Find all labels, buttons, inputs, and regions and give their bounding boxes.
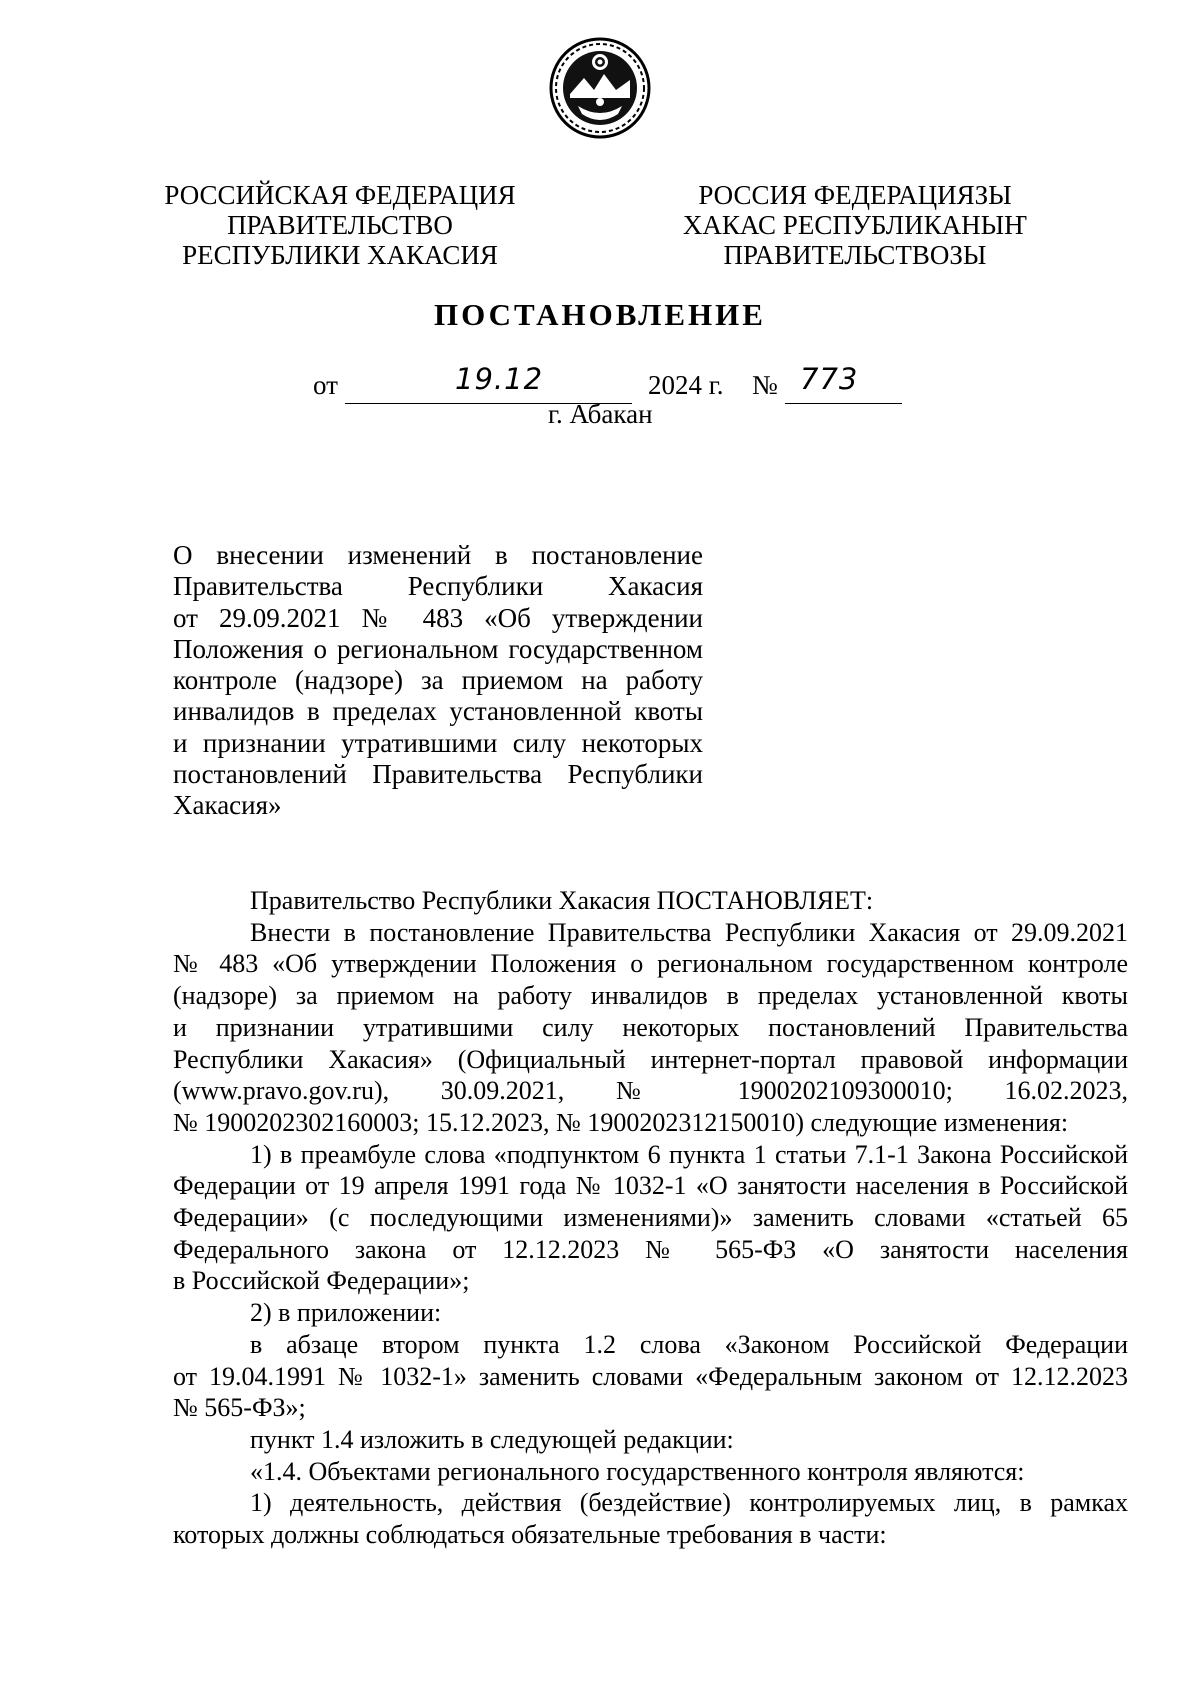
body-line: Федерального закона от 12.12.2023 № 565-ФЗ «О занятости населения	[173, 1234, 1128, 1264]
subject-line: инвалидов в пределах установленной квоты	[173, 696, 703, 727]
body-line: 2) в приложении:	[250, 1298, 442, 1328]
header-line: РОССИЯ ФЕДЕРАЦИЯЗЫ	[698, 180, 1012, 210]
body-line: № 483 «Об утверждении Положения о региональном государственном контроле	[173, 949, 1128, 979]
header-line: РОССИЙСКАЯ ФЕДЕРАЦИЯ	[164, 180, 516, 210]
body-line: Правительство Республики Хакасия ПОСТАНОВЛЯЕТ:	[250, 886, 874, 915]
body-line: Республики Хакасия» (Официальный интернет-портал правовой информации	[173, 1044, 1128, 1074]
body-line: Внести в постановление Правительства Республики Хакасия от 29.09.2021	[250, 917, 1128, 947]
document-subject	[173, 540, 703, 822]
body-line: (надзоре) за приемом на работу инвалидов в пределах установленной квоты	[173, 981, 1128, 1011]
document-type-title: ПОСТАНОВЛЕНИЕ	[434, 297, 766, 332]
handwritten-date: 19.12	[455, 362, 544, 396]
subject-line: от 29.09.2021 № 483 «Об утверждении	[173, 602, 703, 633]
body-line: 1) деятельность, действия (бездействие) контролируемых лиц, в рамках	[250, 1488, 1128, 1518]
document-body	[173, 885, 1128, 1551]
city-name: г. Абакан	[548, 399, 653, 429]
body-line: № 565-ФЗ»;	[173, 1393, 306, 1423]
body-line: и признании утратившими силу некоторых постановлений Правительства	[173, 1012, 1128, 1042]
coat-of-arms-emblem	[548, 36, 652, 140]
header-line: ПРАВИТЕЛЬСТВОЗЫ	[723, 240, 987, 270]
body-line: которых должны соблюдаться обязательные требования в части:	[173, 1520, 887, 1550]
body-line: Федерации от 19 апреля 1991 года № 1032-1 «О занятости населения в Российской	[173, 1171, 1128, 1201]
subject-line: Правительства Республики Хакасия	[173, 571, 703, 602]
body-line: в абзаце втором пункта 1.2 слова «Законом Российской Федерации	[250, 1329, 1128, 1359]
subject-line: Хакасия»	[173, 790, 282, 821]
issuer-header-russian	[160, 180, 520, 270]
header-line: ХАКАС РЕСПУБЛИКАНЫҤ	[682, 210, 1028, 240]
body-line: № 1900202302160003; 15.12.2023, № 1900202312150010) следующие изменения:	[173, 1107, 1069, 1137]
issuer-header-khakas	[675, 180, 1035, 270]
body-line: «1.4. Объектами регионального государственного контроля являются:	[250, 1456, 1025, 1486]
body-line: (www.pravo.gov.ru), 30.09.2021, № 1900202109300010; 16.02.2023,	[173, 1076, 1128, 1106]
body-line: пункт 1.4 изложить в следующей редакции:	[250, 1424, 734, 1454]
body-line: в Российской Федерации»;	[173, 1266, 470, 1296]
body-line: от 19.04.1991 № 1032-1» заменить словами «Федеральным законом от 12.12.2023	[173, 1361, 1128, 1391]
subject-line: контроле (надзоре) за приемом на работу	[173, 665, 703, 696]
date-year: 2024 г.	[648, 370, 724, 400]
header-line: РЕСПУБЛИКИ ХАКАСИЯ	[182, 240, 498, 270]
subject-line: постановлений Правительства Республики	[173, 759, 703, 790]
body-line: Федерации» (с последующими изменениями)» заменить словами «статьей 65	[173, 1203, 1128, 1233]
body-line: 1) в преамбуле слова «подпунктом 6 пункта 1 статьи 7.1-1 Закона Российской	[250, 1139, 1128, 1169]
header-line: ПРАВИТЕЛЬСТВО	[227, 210, 453, 240]
subject-line: О внесении изменений в постановление	[173, 540, 703, 570]
handwritten-number: 773	[800, 362, 859, 396]
number-underline	[785, 403, 902, 404]
date-from-label: от	[313, 370, 338, 400]
number-label: №	[752, 370, 778, 400]
subject-line: Положения о региональном государственном	[173, 633, 703, 664]
subject-line: и признании утратившими силу некоторых	[173, 727, 703, 758]
